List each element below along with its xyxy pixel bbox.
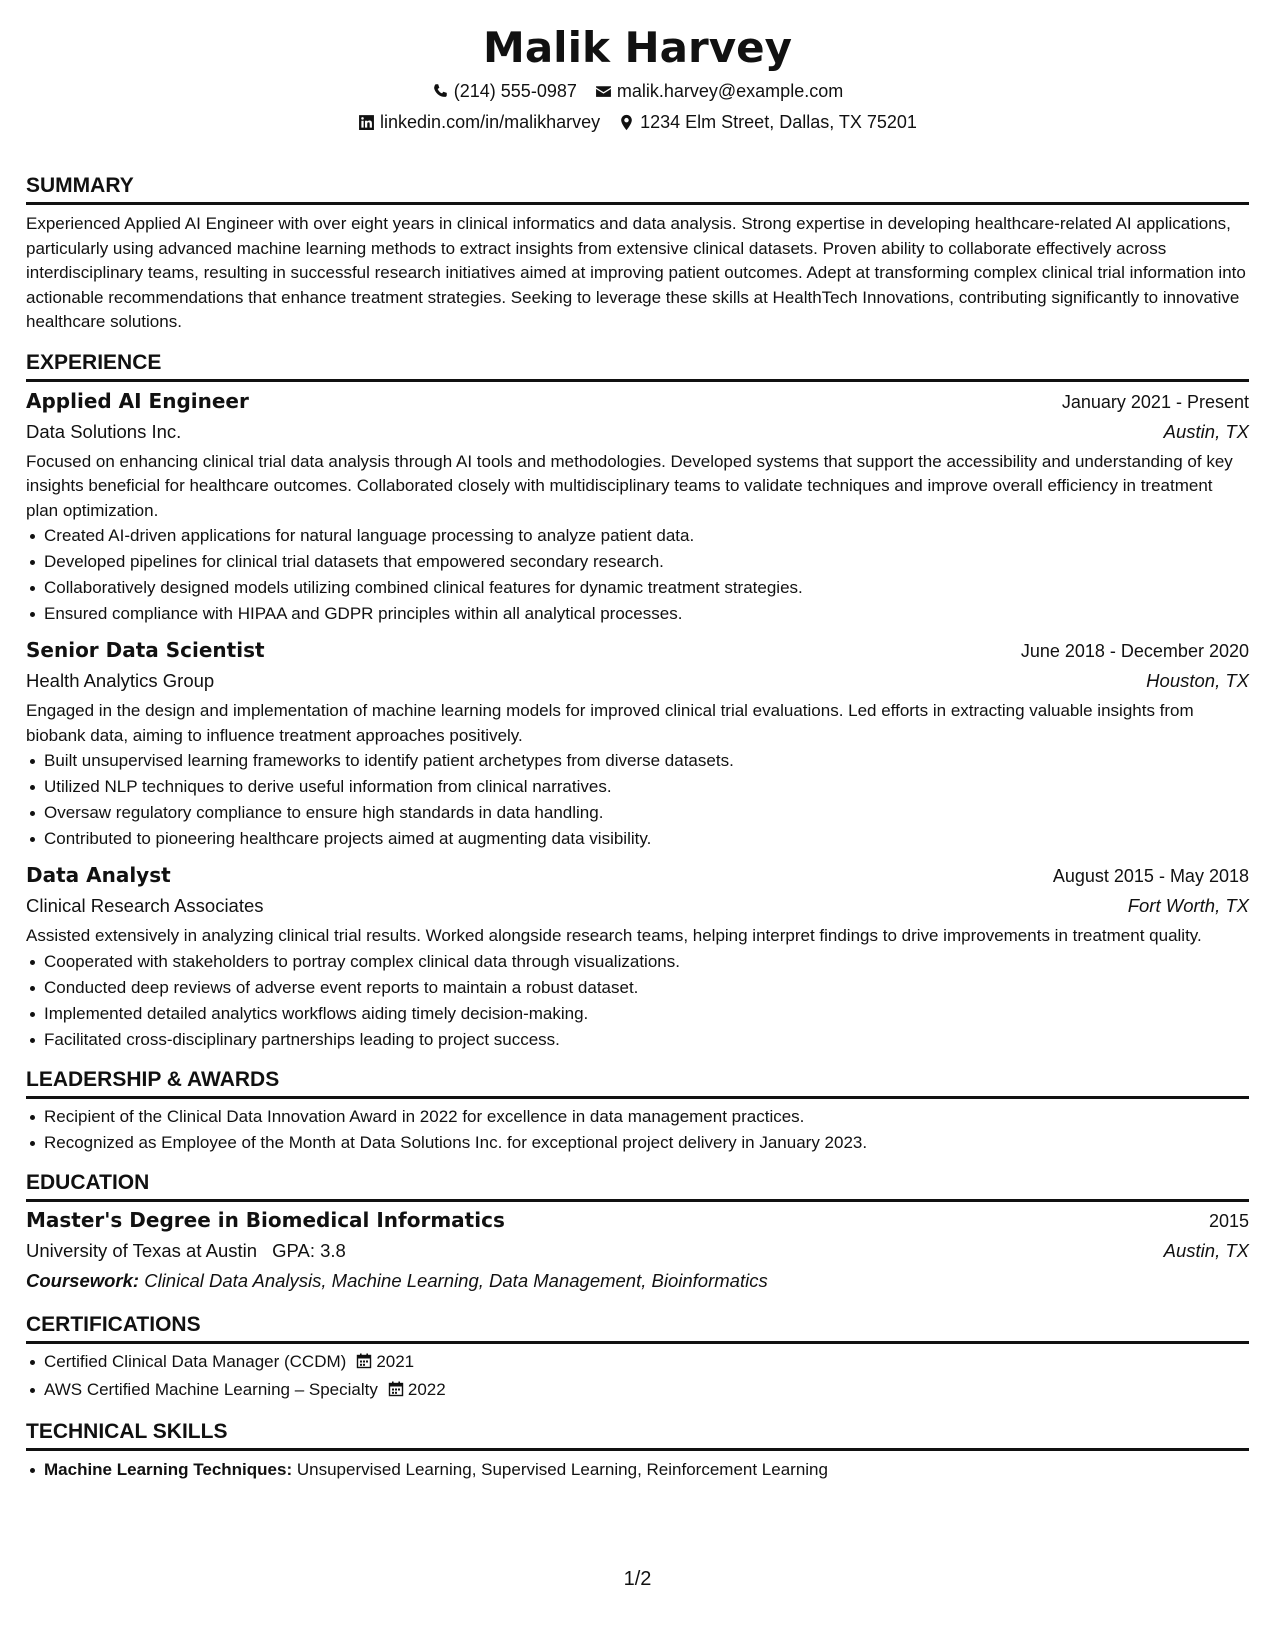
coursework-list: Clinical Data Analysis, Machine Learning, Data Management, Bioinformatics xyxy=(144,1269,768,1291)
skills-section xyxy=(26,1419,1249,1483)
calendar-icon xyxy=(388,1379,404,1405)
email-link[interactable]: malik.harvey@example.com xyxy=(616,81,844,101)
list-item: Implemented detailed analytics workflows aiding timely decision-making. xyxy=(26,1001,1249,1027)
list-item: Built unsupervised learning frameworks to identify patient archetypes from diverse datasets. xyxy=(26,748,1249,774)
certifications-list xyxy=(26,1349,1249,1405)
phone-icon xyxy=(432,83,449,100)
summary-text: Experienced Applied AI Engineer with over eight years in clinical informatics and data analysis. Strong expertise in developing healthcare-related AI applications, particularly using advanced machine learning methods to extract insights from extensive clinical datasets. Proven ability to collaborate effectively across interdisciplinary teams, resulting in successful research initiatives aimed at improving patient outcomes. Adept at transforming complex clinical trial information into actionable recommendations that enhance treatment strategies. Seeking to leverage these skills at HealthTech Innovations, contributing significantly to innovative healthcare solutions. xyxy=(26,214,1246,331)
skill-value: Unsupervised Learning, Supervised Learning, Reinforcement Learning xyxy=(296,1459,828,1479)
job-dates: June 2018 - December 2020 xyxy=(1020,641,1249,661)
leadership-section xyxy=(26,1067,1249,1156)
contact-row-1 xyxy=(26,80,1249,102)
job-header xyxy=(26,860,1249,891)
job-company: Clinical Research Associates xyxy=(26,895,264,916)
list-item: Facilitated cross-disciplinary partnerships leading to project success. xyxy=(26,1027,1249,1053)
school-name: University of Texas at Austin xyxy=(26,1239,258,1261)
job-entry xyxy=(26,860,1249,1053)
job-dates: January 2021 - Present xyxy=(1061,391,1249,412)
list-item: Collaboratively designed models utilizing combined clinical features for dynamic treatment strategies. xyxy=(26,575,1249,601)
school-line xyxy=(26,1236,346,1266)
page-number: 1/2 xyxy=(623,1568,652,1590)
contact-row-2 xyxy=(26,111,1249,133)
list-item xyxy=(26,1457,1249,1483)
cert-year: 2022 xyxy=(407,1379,446,1399)
email-contact[interactable] xyxy=(595,80,843,102)
phone-contact xyxy=(432,80,577,102)
job-description: Assisted extensively in analyzing clinical trial results. Worked alongside research teams, helping interpret findings to drive improvements in treatment quality. xyxy=(26,926,1202,945)
job-subheader xyxy=(26,417,1249,447)
list-item: Recognized as Employee of the Month at Data Solutions Inc. for exceptional project delivery in January 2023. xyxy=(26,1130,1249,1156)
job-bullets xyxy=(26,748,1249,852)
job-company: Health Analytics Group xyxy=(26,670,215,691)
candidate-name: Malik Harvey xyxy=(483,23,792,72)
list-item: Developed pipelines for clinical trial datasets that empowered secondary research. xyxy=(26,549,1249,575)
section-heading: EDUCATION xyxy=(26,1170,1249,1202)
section-heading: SUMMARY xyxy=(26,173,1249,205)
cert-name: AWS Certified Machine Learning – Specialty xyxy=(44,1379,378,1399)
list-item: Created AI-driven applications for natural language processing to analyze patient data. xyxy=(26,523,1249,549)
certifications-section xyxy=(26,1312,1249,1405)
summary-section xyxy=(26,173,1249,335)
list-item: Oversaw regulatory compliance to ensure high standards in data handling. xyxy=(26,800,1249,826)
job-dates: August 2015 - May 2018 xyxy=(1052,866,1249,886)
list-item: Conducted deep reviews of adverse event reports to maintain a robust dataset. xyxy=(26,975,1249,1001)
job-subheader xyxy=(26,666,1249,696)
education-section xyxy=(26,1170,1249,1296)
section-heading: TECHNICAL SKILLS xyxy=(26,1419,1249,1451)
phone-number: (214) 555-0987 xyxy=(453,81,577,101)
school-location: Austin, TX xyxy=(1163,1239,1249,1261)
leadership-list xyxy=(26,1104,1249,1156)
linkedin-icon xyxy=(358,114,375,131)
list-item: Recipient of the Clinical Data Innovation Award in 2022 for excellence in data management practices. xyxy=(26,1104,1249,1130)
job-location: Austin, TX xyxy=(1163,420,1249,442)
job-subheader xyxy=(26,891,1249,921)
job-company: Data Solutions Inc. xyxy=(26,420,182,442)
job-title: Applied AI Engineer xyxy=(26,388,249,413)
list-item xyxy=(26,1377,1249,1405)
skills-list xyxy=(26,1457,1249,1483)
section-heading: CERTIFICATIONS xyxy=(26,1312,1249,1344)
job-location: Houston, TX xyxy=(1146,670,1249,691)
list-item: Contributed to pioneering healthcare projects aimed at augmenting data visibility. xyxy=(26,826,1249,852)
list-item: Cooperated with stakeholders to portray complex clinical data through visualizations. xyxy=(26,949,1249,975)
job-location: Fort Worth, TX xyxy=(1127,895,1249,916)
experience-section xyxy=(26,350,1249,1053)
map-pin-icon xyxy=(618,114,635,131)
envelope-icon xyxy=(595,83,612,100)
address-text: 1234 Elm Street, Dallas, TX 75201 xyxy=(640,112,917,132)
graduation-year: 2015 xyxy=(1208,1210,1249,1231)
job-bullets xyxy=(26,949,1249,1053)
section-heading: EXPERIENCE xyxy=(26,350,1249,382)
list-item: Utilized NLP techniques to derive useful information from clinical narratives. xyxy=(26,774,1249,800)
section-heading: LEADERSHIP & AWARDS xyxy=(26,1067,1249,1099)
job-title: Senior Data Scientist xyxy=(26,638,265,662)
list-item xyxy=(26,1349,1249,1377)
job-header xyxy=(26,635,1249,666)
coursework-label: Coursework: xyxy=(26,1269,140,1291)
job-description: Focused on enhancing clinical trial data analysis through AI tools and methodologies. Developed systems that support the accessibility and understanding of key insights beneficial for healthcare outcomes. Collaborated closely with multidisciplinary teams to validate techniques and improve overall efficiency in treatment plan optimization. xyxy=(26,451,1233,520)
education-subheader xyxy=(26,1236,1249,1266)
job-header xyxy=(26,386,1249,417)
linkedin-link[interactable]: linkedin.com/in/malikharvey xyxy=(380,112,601,132)
cert-name: Certified Clinical Data Manager (CCDM) xyxy=(44,1351,347,1371)
job-description: Engaged in the design and implementation of machine learning models for improved clinical trial evaluations. Led efforts in extracting valuable insights from biobank data, aiming to influence treatment approaches positively. xyxy=(26,701,1194,745)
linkedin-contact[interactable] xyxy=(358,111,600,133)
skill-label: Machine Learning Techniques: xyxy=(44,1459,293,1479)
job-bullets xyxy=(26,523,1249,627)
job-entry xyxy=(26,635,1249,852)
gpa: GPA: 3.8 xyxy=(272,1239,346,1261)
education-header xyxy=(26,1205,1249,1236)
degree-title: Master's Degree in Biomedical Informatics xyxy=(26,1207,505,1232)
cert-year: 2021 xyxy=(376,1351,415,1371)
list-item: Ensured compliance with HIPAA and GDPR principles within all analytical processes. xyxy=(26,601,1249,627)
job-title: Data Analyst xyxy=(26,863,171,887)
calendar-icon xyxy=(356,1351,372,1377)
coursework-line xyxy=(26,1266,1249,1296)
address-contact xyxy=(618,111,917,133)
job-entry xyxy=(26,386,1249,628)
